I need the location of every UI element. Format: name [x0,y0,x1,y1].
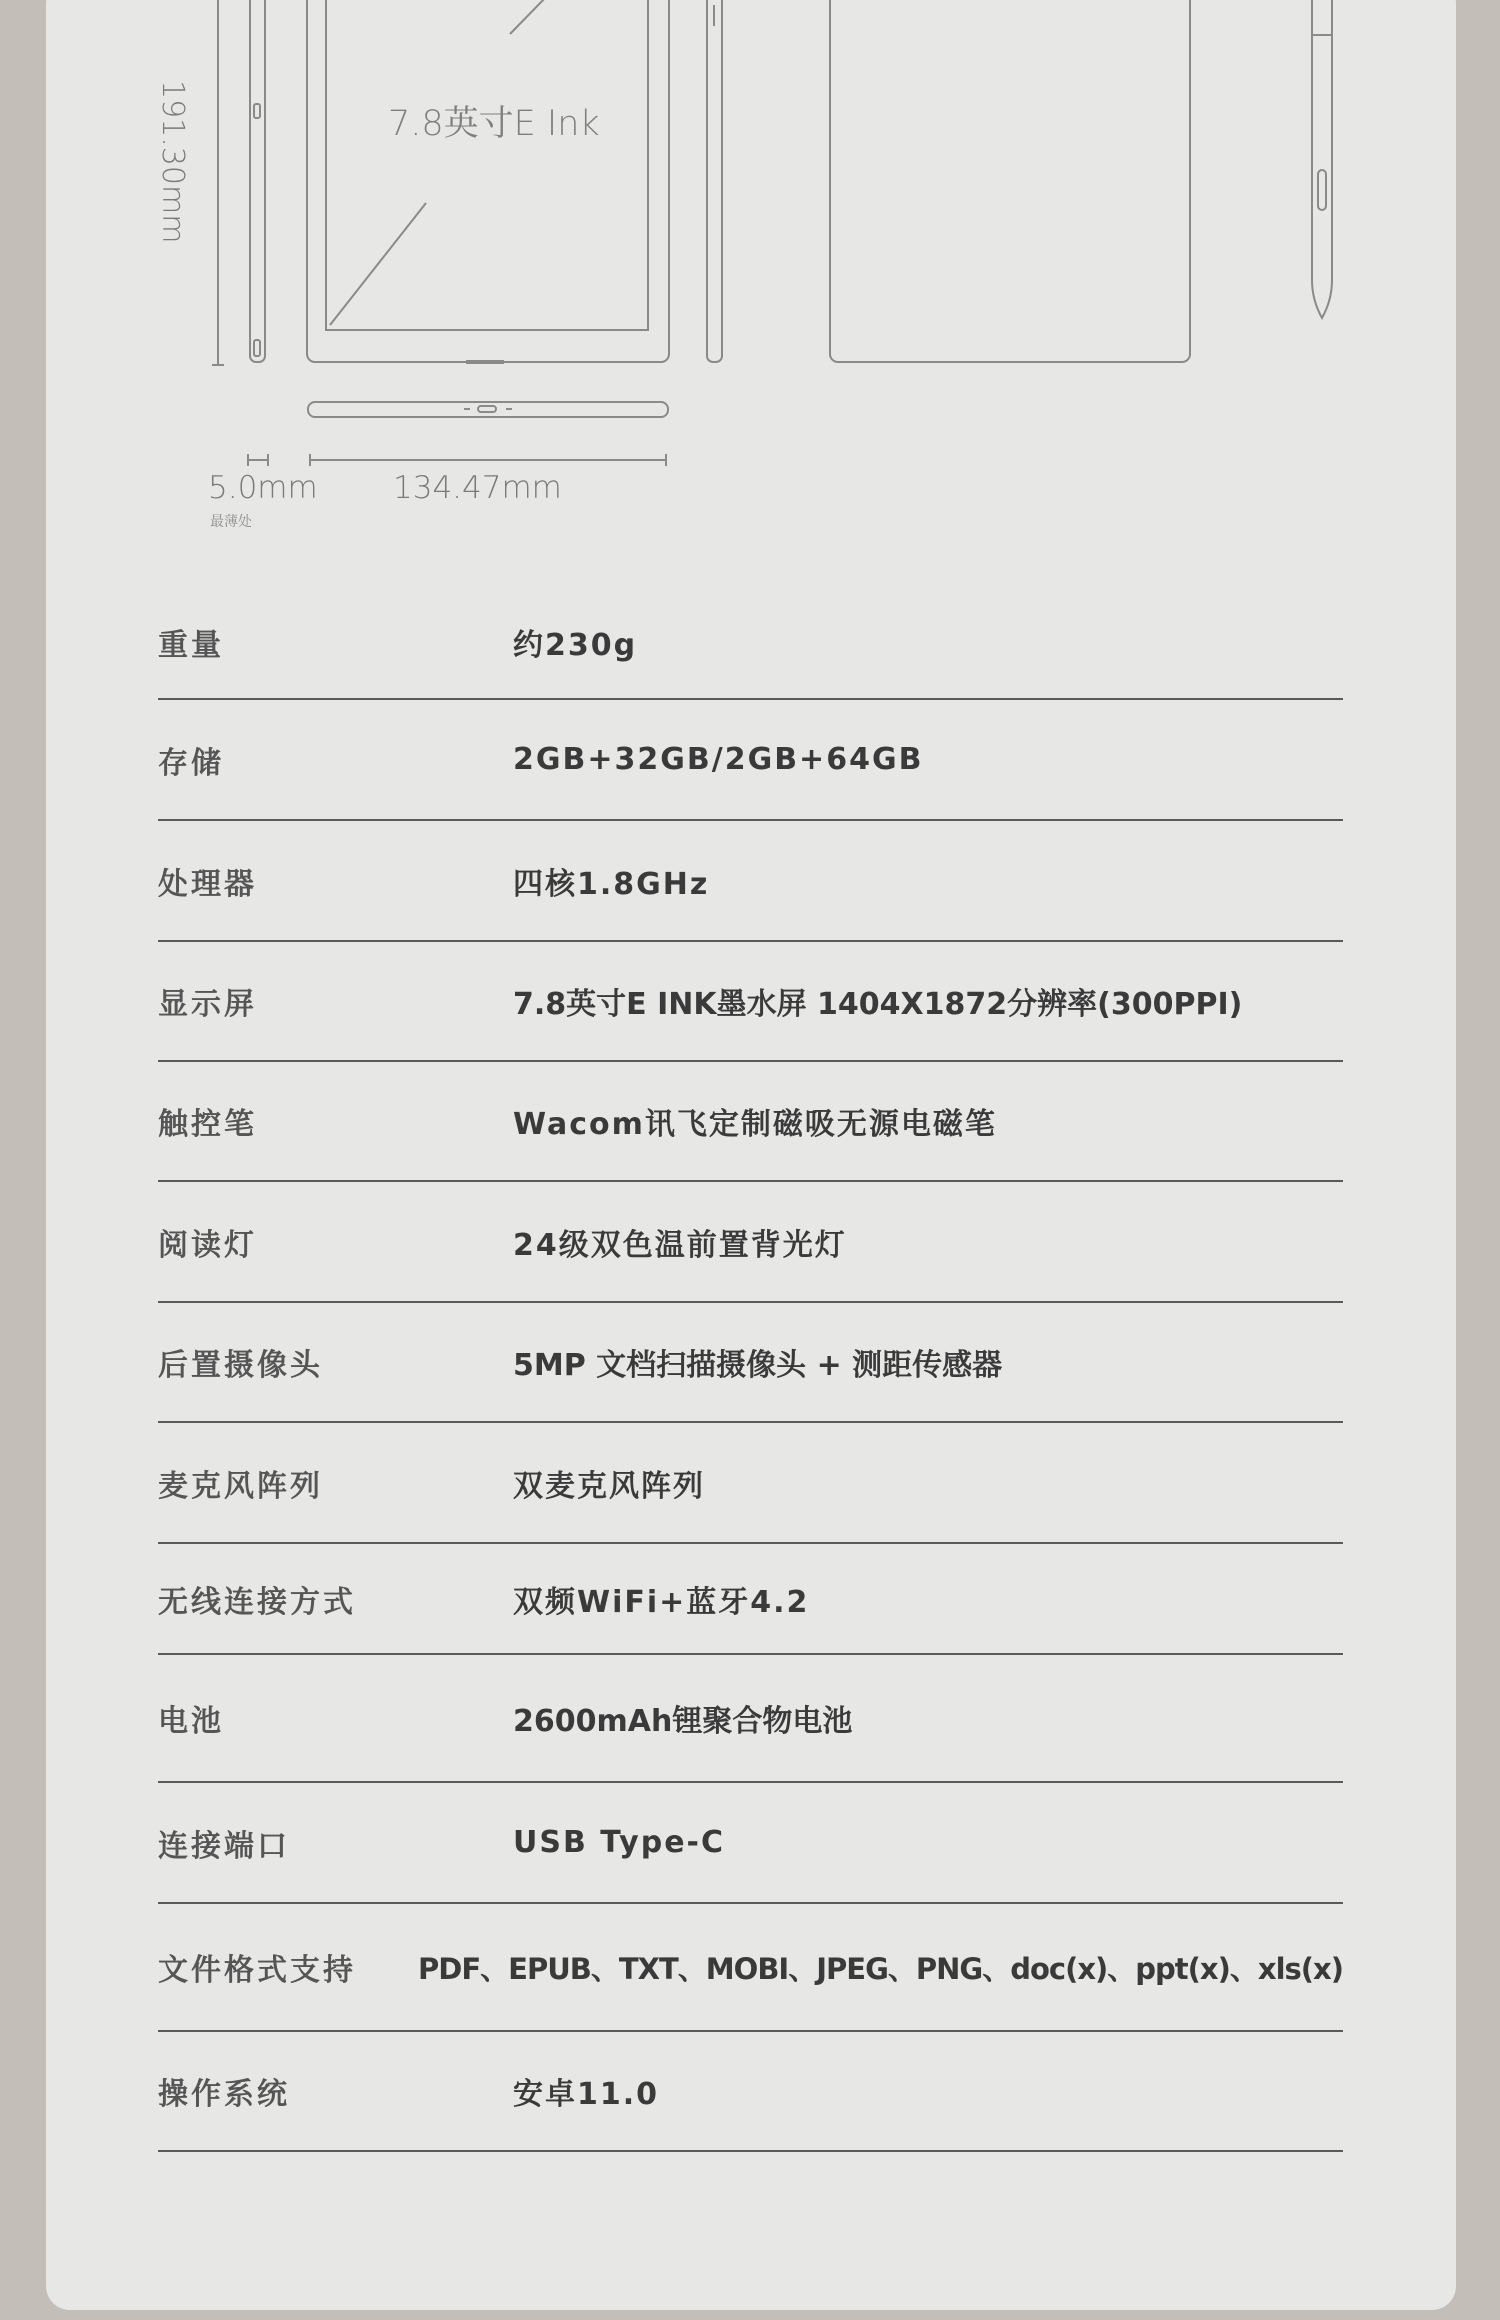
thickness-label: 5.0mm [208,470,318,506]
spec-value: PDF、EPUB、TXT、MOBI、JPEG、PNG、doc(x)、ppt(x)、xls(x) [418,1951,1343,1986]
spec-value: 安卓11.0 [513,2077,660,2112]
spec-label: 显示屏 [158,987,257,1022]
screen-line-top [510,0,548,34]
spec-row-weight [158,585,1343,700]
spec-value: USB Type-C [513,1825,726,1860]
screen-size-label: 7.8英寸E Ink [388,104,600,144]
spec-row-file-formats [158,1904,1343,2032]
device-dimension-diagram [0,0,1500,560]
screen-area [326,0,648,330]
spec-row-stylus [158,1062,1343,1182]
spec-label: 操作系统 [158,2077,290,2112]
spec-value: 双频WiFi+蓝牙4.2 [513,1584,810,1620]
spec-row-port [158,1783,1343,1904]
spec-value: 24级双色温前置背光灯 [513,1227,847,1263]
spec-value: 约230g [513,627,638,663]
height-label: 191.30mm [155,80,190,244]
spec-value: 5MP 文档扫描摄像头 + 测距传感器 [513,1348,1003,1383]
spec-value: 2600mAh锂聚合物电池 [513,1704,853,1739]
spec-table [158,585,1343,2152]
spec-label: 存储 [158,745,224,781]
spec-row-display [158,942,1343,1062]
spec-label: 触控笔 [158,1107,257,1142]
width-label: 134.47mm [393,470,562,506]
screen-line-bottom [330,203,426,325]
spec-label: 连接端口 [158,1828,290,1864]
spec-row-reading-light [158,1182,1343,1303]
stylus [1312,0,1332,318]
spec-label: 处理器 [158,866,257,902]
spec-row-wireless [158,1544,1343,1655]
spec-value: Wacom讯飞定制磁吸无源电磁笔 [513,1107,997,1142]
side-profile [250,0,265,362]
spec-row-camera [158,1303,1343,1423]
spec-value: 2GB+32GB/2GB+64GB [513,742,924,777]
thickness-note: 最薄处 [210,514,252,530]
spec-value: 7.8英寸E INK墨水屏 1404X1872分辨率(300PPI) [513,987,1243,1022]
spec-label: 重量 [158,627,224,663]
spec-label: 阅读灯 [158,1227,257,1263]
spec-label: 电池 [158,1704,224,1739]
spec-row-microphone [158,1423,1343,1544]
spec-row-processor [158,821,1343,942]
spec-label: 无线连接方式 [158,1584,356,1620]
spec-value: 双麦克风阵列 [513,1468,705,1504]
spec-label: 后置摄像头 [158,1348,323,1383]
spec-row-battery [158,1655,1343,1783]
back-view [830,0,1190,362]
spec-row-storage [158,700,1343,821]
bottom-edge-view [308,402,668,417]
spec-value: 四核1.8GHz [513,866,710,902]
front-view [307,0,669,362]
spec-label: 文件格式支持 [158,1953,356,1988]
spec-row-os [158,2032,1343,2152]
spec-label: 麦克风阵列 [158,1468,323,1504]
edge-profile [707,0,722,362]
